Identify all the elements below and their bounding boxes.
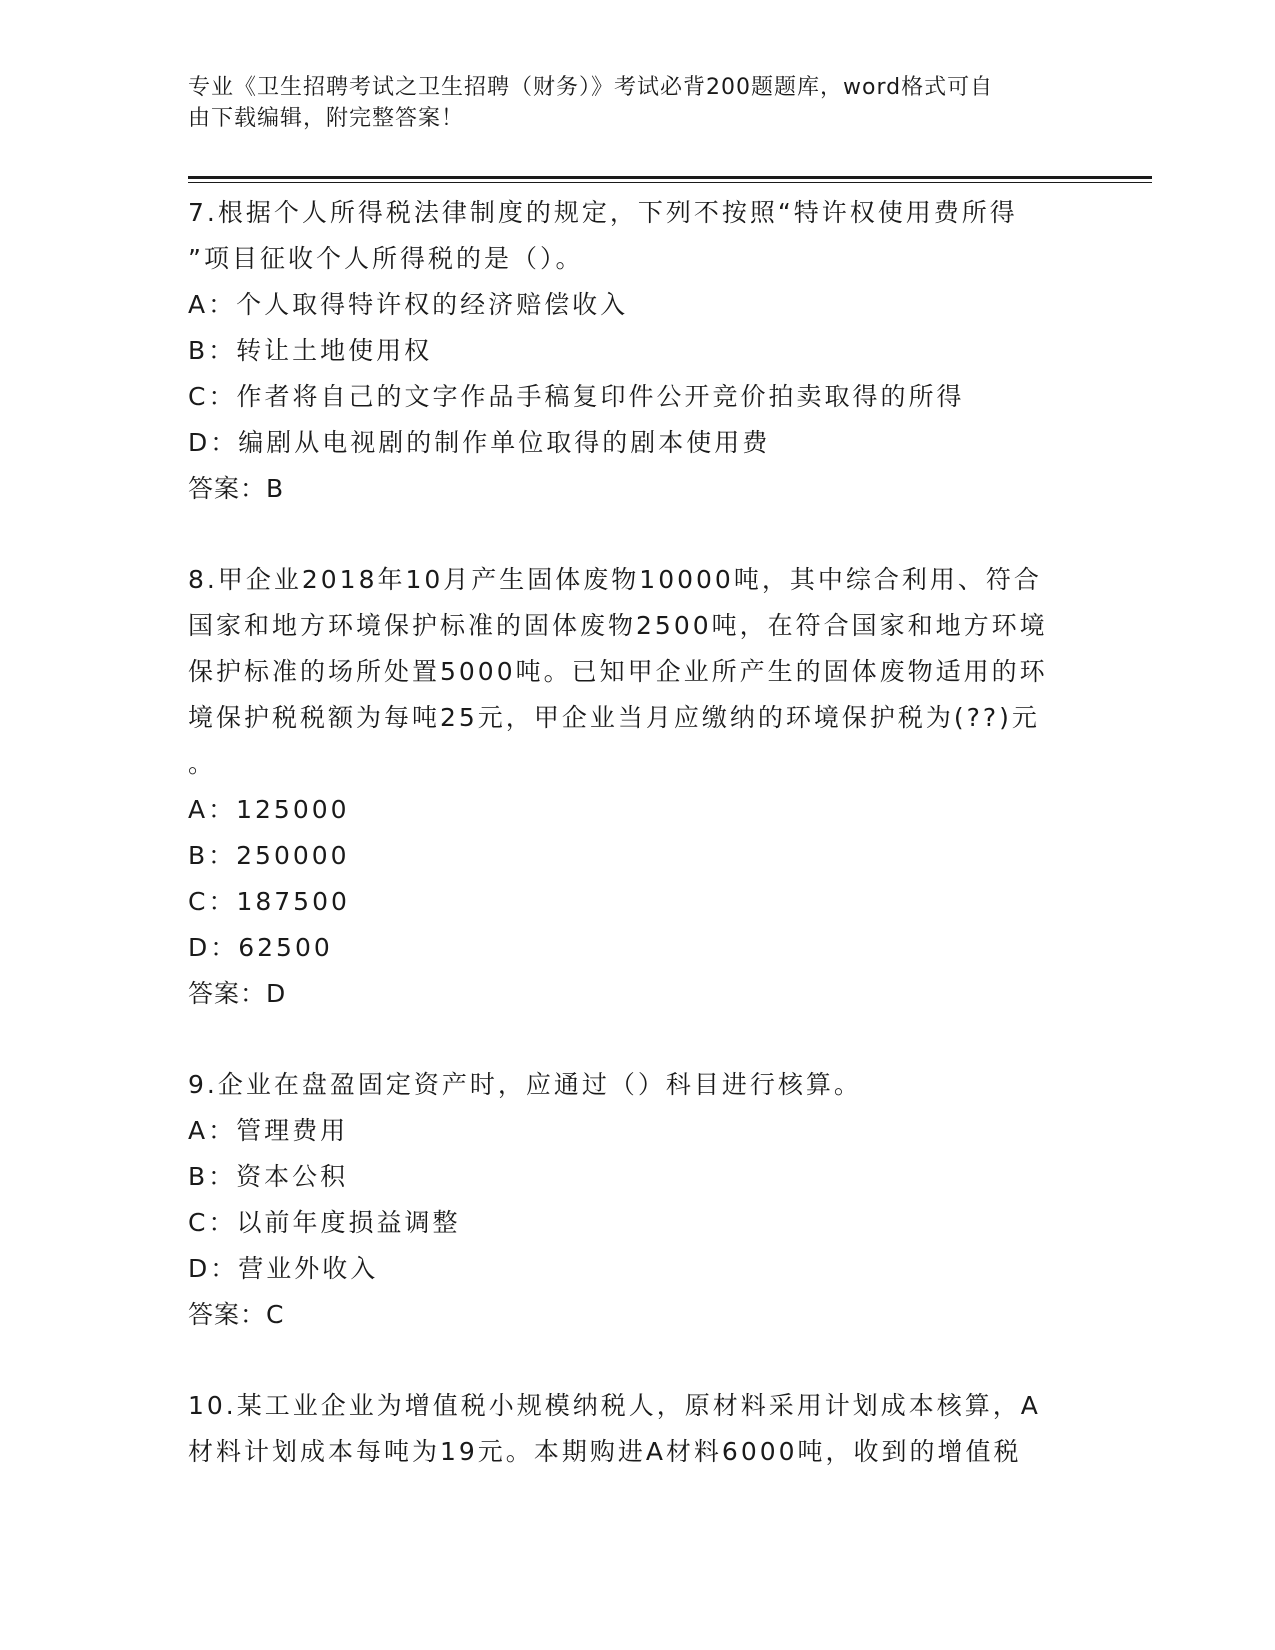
question-7 — [188, 190, 1078, 512]
option-c: C：187500 — [188, 887, 350, 916]
header-divider-thin — [188, 182, 1152, 183]
spacer — [188, 512, 1078, 557]
option-b: B：250000 — [188, 841, 350, 870]
question-text-line: 保护标准的场所处置5000吨。已知甲企业所产生的固体废物适用的环 — [188, 657, 1048, 686]
question-10 — [188, 1383, 1078, 1475]
question-9 — [188, 1062, 1078, 1338]
answer: 答案：C — [188, 1300, 285, 1329]
question-text-line: 8.甲企业2018年10月产生固体废物10000吨，其中综合利用、符合 — [188, 565, 1042, 594]
option-d: D：编剧从电视剧的制作单位取得的剧本使用费 — [188, 428, 771, 457]
option-b: B：转让土地使用权 — [188, 336, 433, 365]
question-text-line: ”项目征收个人所得税的是（）。 — [188, 244, 584, 273]
question-text-line: 7.根据个人所得税法律制度的规定，下列不按照“特许权使用费所得 — [188, 198, 1018, 227]
option-b: B：资本公积 — [188, 1162, 349, 1191]
question-text-line: 材料计划成本每吨为19元。本期购进A材料6000吨，收到的增值税 — [188, 1437, 1022, 1466]
header-divider-thick — [188, 176, 1152, 179]
header-line-1: 专业《卫生招聘考试之卫生招聘（财务）》考试必背200题题库，word格式可自 — [188, 75, 994, 100]
spacer — [188, 1338, 1078, 1383]
question-text-line: 国家和地方环境保护标准的固体废物2500吨，在符合国家和地方环境 — [188, 611, 1048, 640]
option-c: C：作者将自己的文字作品手稿复印件公开竞价拍卖取得的所得 — [188, 382, 965, 411]
document-header — [188, 72, 1068, 134]
question-text-line: 9.企业在盘盈固定资产时，应通过（）科目进行核算。 — [188, 1070, 862, 1099]
option-a: A：125000 — [188, 795, 350, 824]
answer: 答案：B — [188, 474, 285, 503]
question-text-line: 境保护税税额为每吨25元，甲企业当月应缴纳的环境保护税为(??)元 — [188, 703, 1040, 732]
question-text-line: 。 — [188, 749, 217, 778]
option-a: A：管理费用 — [188, 1116, 349, 1145]
option-a: A：个人取得特许权的经济赔偿收入 — [188, 290, 629, 319]
spacer — [188, 1017, 1078, 1062]
option-c: C：以前年度损益调整 — [188, 1208, 461, 1237]
question-8 — [188, 557, 1078, 1017]
answer: 答案：D — [188, 979, 287, 1008]
question-text-line: 10.某工业企业为增值税小规模纳税人，原材料采用计划成本核算，A — [188, 1391, 1041, 1420]
option-d: D：62500 — [188, 933, 333, 962]
header-line-2: 由下载编辑，附完整答案！ — [188, 106, 465, 131]
option-d: D：营业外收入 — [188, 1254, 379, 1283]
question-list — [188, 190, 1078, 1475]
